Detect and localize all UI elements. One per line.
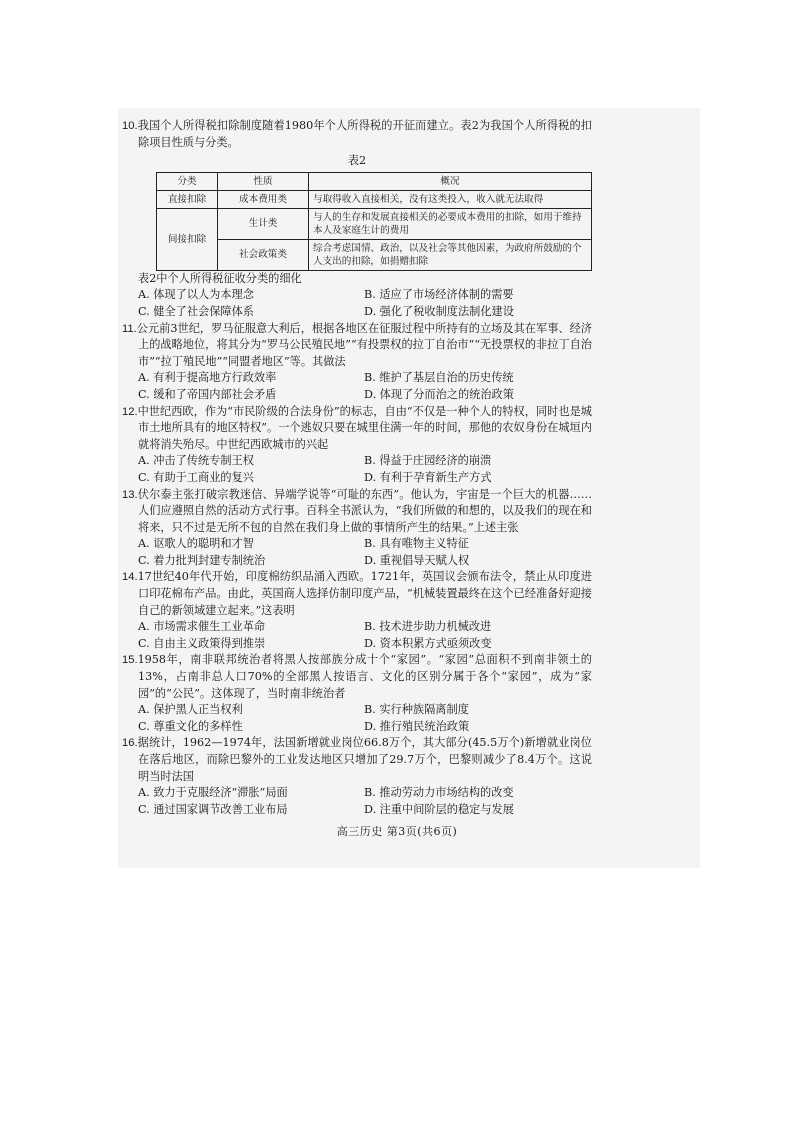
- options: [122, 453, 592, 486]
- question-number: 16.: [122, 737, 138, 750]
- option-a[interactable]: A. 保护黑人正当权利: [138, 703, 243, 717]
- option-d[interactable]: D. 强化了税收制度法制化建设: [364, 304, 514, 318]
- options: [122, 785, 592, 818]
- option-a[interactable]: A. 冲击了传统专制王权: [138, 454, 254, 468]
- table-cell: 与人的生存和发展直接相关的必要成本费用的扣除，如用于维持本人及家庭生计的费用: [309, 208, 592, 239]
- table-header-cell: 概况: [309, 172, 592, 190]
- question-11: [122, 321, 592, 404]
- table-row: [157, 239, 592, 270]
- question-text: 17世纪40年代开始，印度棉纺织品涌入西欧。1721年，英国议会颁布法令，禁止从印度进口印花棉布产品。由此，英国商人选择仿制印度产品，“机械装置最终在这个已经准备好迎接自己的新领域建立起来。”这表明: [137, 570, 592, 617]
- question-number: 12.: [122, 405, 138, 418]
- option-d[interactable]: D. 重视倡导天赋人权: [364, 553, 470, 567]
- option-b[interactable]: B. 技术进步助力机械改进: [364, 620, 492, 634]
- option-c[interactable]: C. 尊重文化的多样性: [138, 719, 243, 733]
- question-text: 1958年，南非联邦统治者将黑人按部族分成十个“家园”。“家园”总面积不到南非领土的13%，占南非总人口70%的全部黑人按语言、文化的区别分属于各个“家园”，成为“家园”的“公民”。这体现了，当时南非统治者: [137, 653, 592, 700]
- option-b[interactable]: B. 实行种族隔离制度: [364, 703, 469, 717]
- option-d[interactable]: D. 有利于孕育新生产方式: [364, 470, 492, 484]
- question-14: [122, 569, 592, 652]
- option-a[interactable]: A. 致力于克服经济“滞胀”局面: [138, 786, 288, 800]
- question-16-stem: [122, 735, 592, 785]
- options: [122, 370, 592, 403]
- question-text: 公元前3世纪，罗马征服意大利后，根据各地区在征服过程中所持有的立场及其在军事、经济上的战略地位，将其分为“罗马公民殖民地”“有投票权的拉丁自治市”“无投票权的非拉丁自治市”“拉丁殖民地”“同盟者地区”等。其做法: [136, 321, 592, 368]
- question-number: 10.: [122, 120, 138, 132]
- option-b[interactable]: B. 具有唯物主义特征: [364, 537, 469, 551]
- option-d[interactable]: D. 推行殖民统治政策: [364, 719, 470, 733]
- option-c[interactable]: C. 自由主义政策得到推崇: [138, 636, 266, 650]
- option-c[interactable]: C. 健全了社会保障体系: [138, 304, 254, 318]
- question-number: 13.: [122, 488, 138, 501]
- option-d[interactable]: D. 资本积累方式亟须改变: [364, 636, 492, 650]
- question-12-stem: [122, 404, 592, 454]
- option-c[interactable]: C. 通过国家调节改善工业布局: [138, 802, 288, 816]
- question-number: 14.: [122, 571, 138, 584]
- table-cell: 社会政策类: [218, 239, 309, 270]
- options: [122, 536, 592, 569]
- table-cell: 与取得收入直接相关，没有这类投入，收入就无法取得: [309, 190, 592, 208]
- table-cell: 综合考虑国情、政治，以及社会等其他因素，为政府所鼓励的个人支出的扣除，如捐赠扣除: [309, 239, 592, 270]
- option-c[interactable]: C. 有助于工商业的复兴: [138, 470, 254, 484]
- table-row: [157, 208, 592, 239]
- table-cell: 间接扣除: [157, 208, 218, 270]
- option-a[interactable]: A. 讴歌人的聪明和才智: [138, 537, 254, 551]
- option-a[interactable]: A. 市场需求催生工业革命: [138, 620, 266, 634]
- page-footer: 高三历史 第3页(共6页): [336, 825, 458, 838]
- question-number: 11.: [122, 322, 137, 335]
- question-10-stem: [122, 118, 592, 151]
- table-row: [157, 190, 592, 208]
- table-header-cell: 性质: [218, 172, 309, 190]
- option-d[interactable]: D. 体现了分而治之的统治政策: [364, 387, 514, 401]
- question-16: [122, 735, 592, 818]
- question-13: [122, 487, 592, 570]
- options: [122, 287, 592, 320]
- question-10-prompt: 表2中个人所得税征收分类的细化: [138, 271, 302, 285]
- question-15: [122, 652, 592, 735]
- table-cell: 直接扣除: [157, 190, 218, 208]
- question-15-stem: [122, 652, 592, 702]
- option-b[interactable]: B. 适应了市场经济体制的需要: [364, 288, 514, 302]
- table-cell: 成本费用类: [218, 190, 309, 208]
- option-b[interactable]: B. 得益于庄园经济的崩溃: [364, 454, 492, 468]
- question-text: 我国个人所得税扣除制度随着1980年个人所得税的开征而建立。表2为我国个人所得税的扣除项目性质与分类。: [137, 119, 592, 149]
- option-a[interactable]: A. 有利于提高地方行政效率: [138, 371, 277, 385]
- question-13-stem: [122, 487, 592, 537]
- option-c[interactable]: C. 着力批判封建专制统治: [138, 553, 266, 567]
- table-header-row: [157, 172, 592, 190]
- option-c[interactable]: C. 缓和了帝国内部社会矛盾: [138, 387, 277, 401]
- table-cell: 生计类: [218, 208, 309, 239]
- exam-content: [122, 118, 592, 818]
- question-text: 中世纪西欧，作为“市民阶级的合法身份”的标志，自由“不仅是一种个人的特权，同时也是城市土地所具有的地区特权”。一个逃奴只要在城里住满一年的时间，那他的农奴身份在城垣内就将消失殆尽。中世纪西欧城市的兴起: [137, 404, 592, 451]
- option-b[interactable]: B. 推动劳动力市场结构的改变: [364, 786, 514, 800]
- question-12: [122, 404, 592, 487]
- question-10: [122, 118, 592, 321]
- question-11-stem: [122, 321, 592, 371]
- question-number: 15.: [122, 654, 138, 667]
- table-caption: 表2: [347, 154, 367, 168]
- option-b[interactable]: B. 维护了基层自治的历史传统: [364, 371, 514, 385]
- question-text: 伏尔泰主张打破宗教迷信、异端学说等“可耻的东西”。他认为，宇宙是一个巨大的机器……人们应遵照自然的活动方式行事。百科全书派认为，“我们所做的和想的，以及我们的现在和将来，只不过是无所不包的自然在我们身上做的事情所产生的结果。”上述主张: [137, 487, 592, 534]
- options: [122, 702, 592, 735]
- table-header-cell: 分类: [157, 172, 218, 190]
- option-a[interactable]: A. 体现了以人为本理念: [138, 288, 254, 302]
- option-d[interactable]: D. 注重中间阶层的稳定与发展: [364, 802, 514, 816]
- question-14-stem: [122, 569, 592, 619]
- question-text: 据统计，1962—1974年，法国新增就业岗位66.8万个，其大部分(45.5万个)新增就业岗位在落后地区，而除巴黎外的工业发达地区只增加了29.7万个，巴黎则减少了8.4万个。这说明当时法国: [137, 736, 592, 783]
- deduction-table: [156, 172, 592, 271]
- options: [122, 619, 592, 652]
